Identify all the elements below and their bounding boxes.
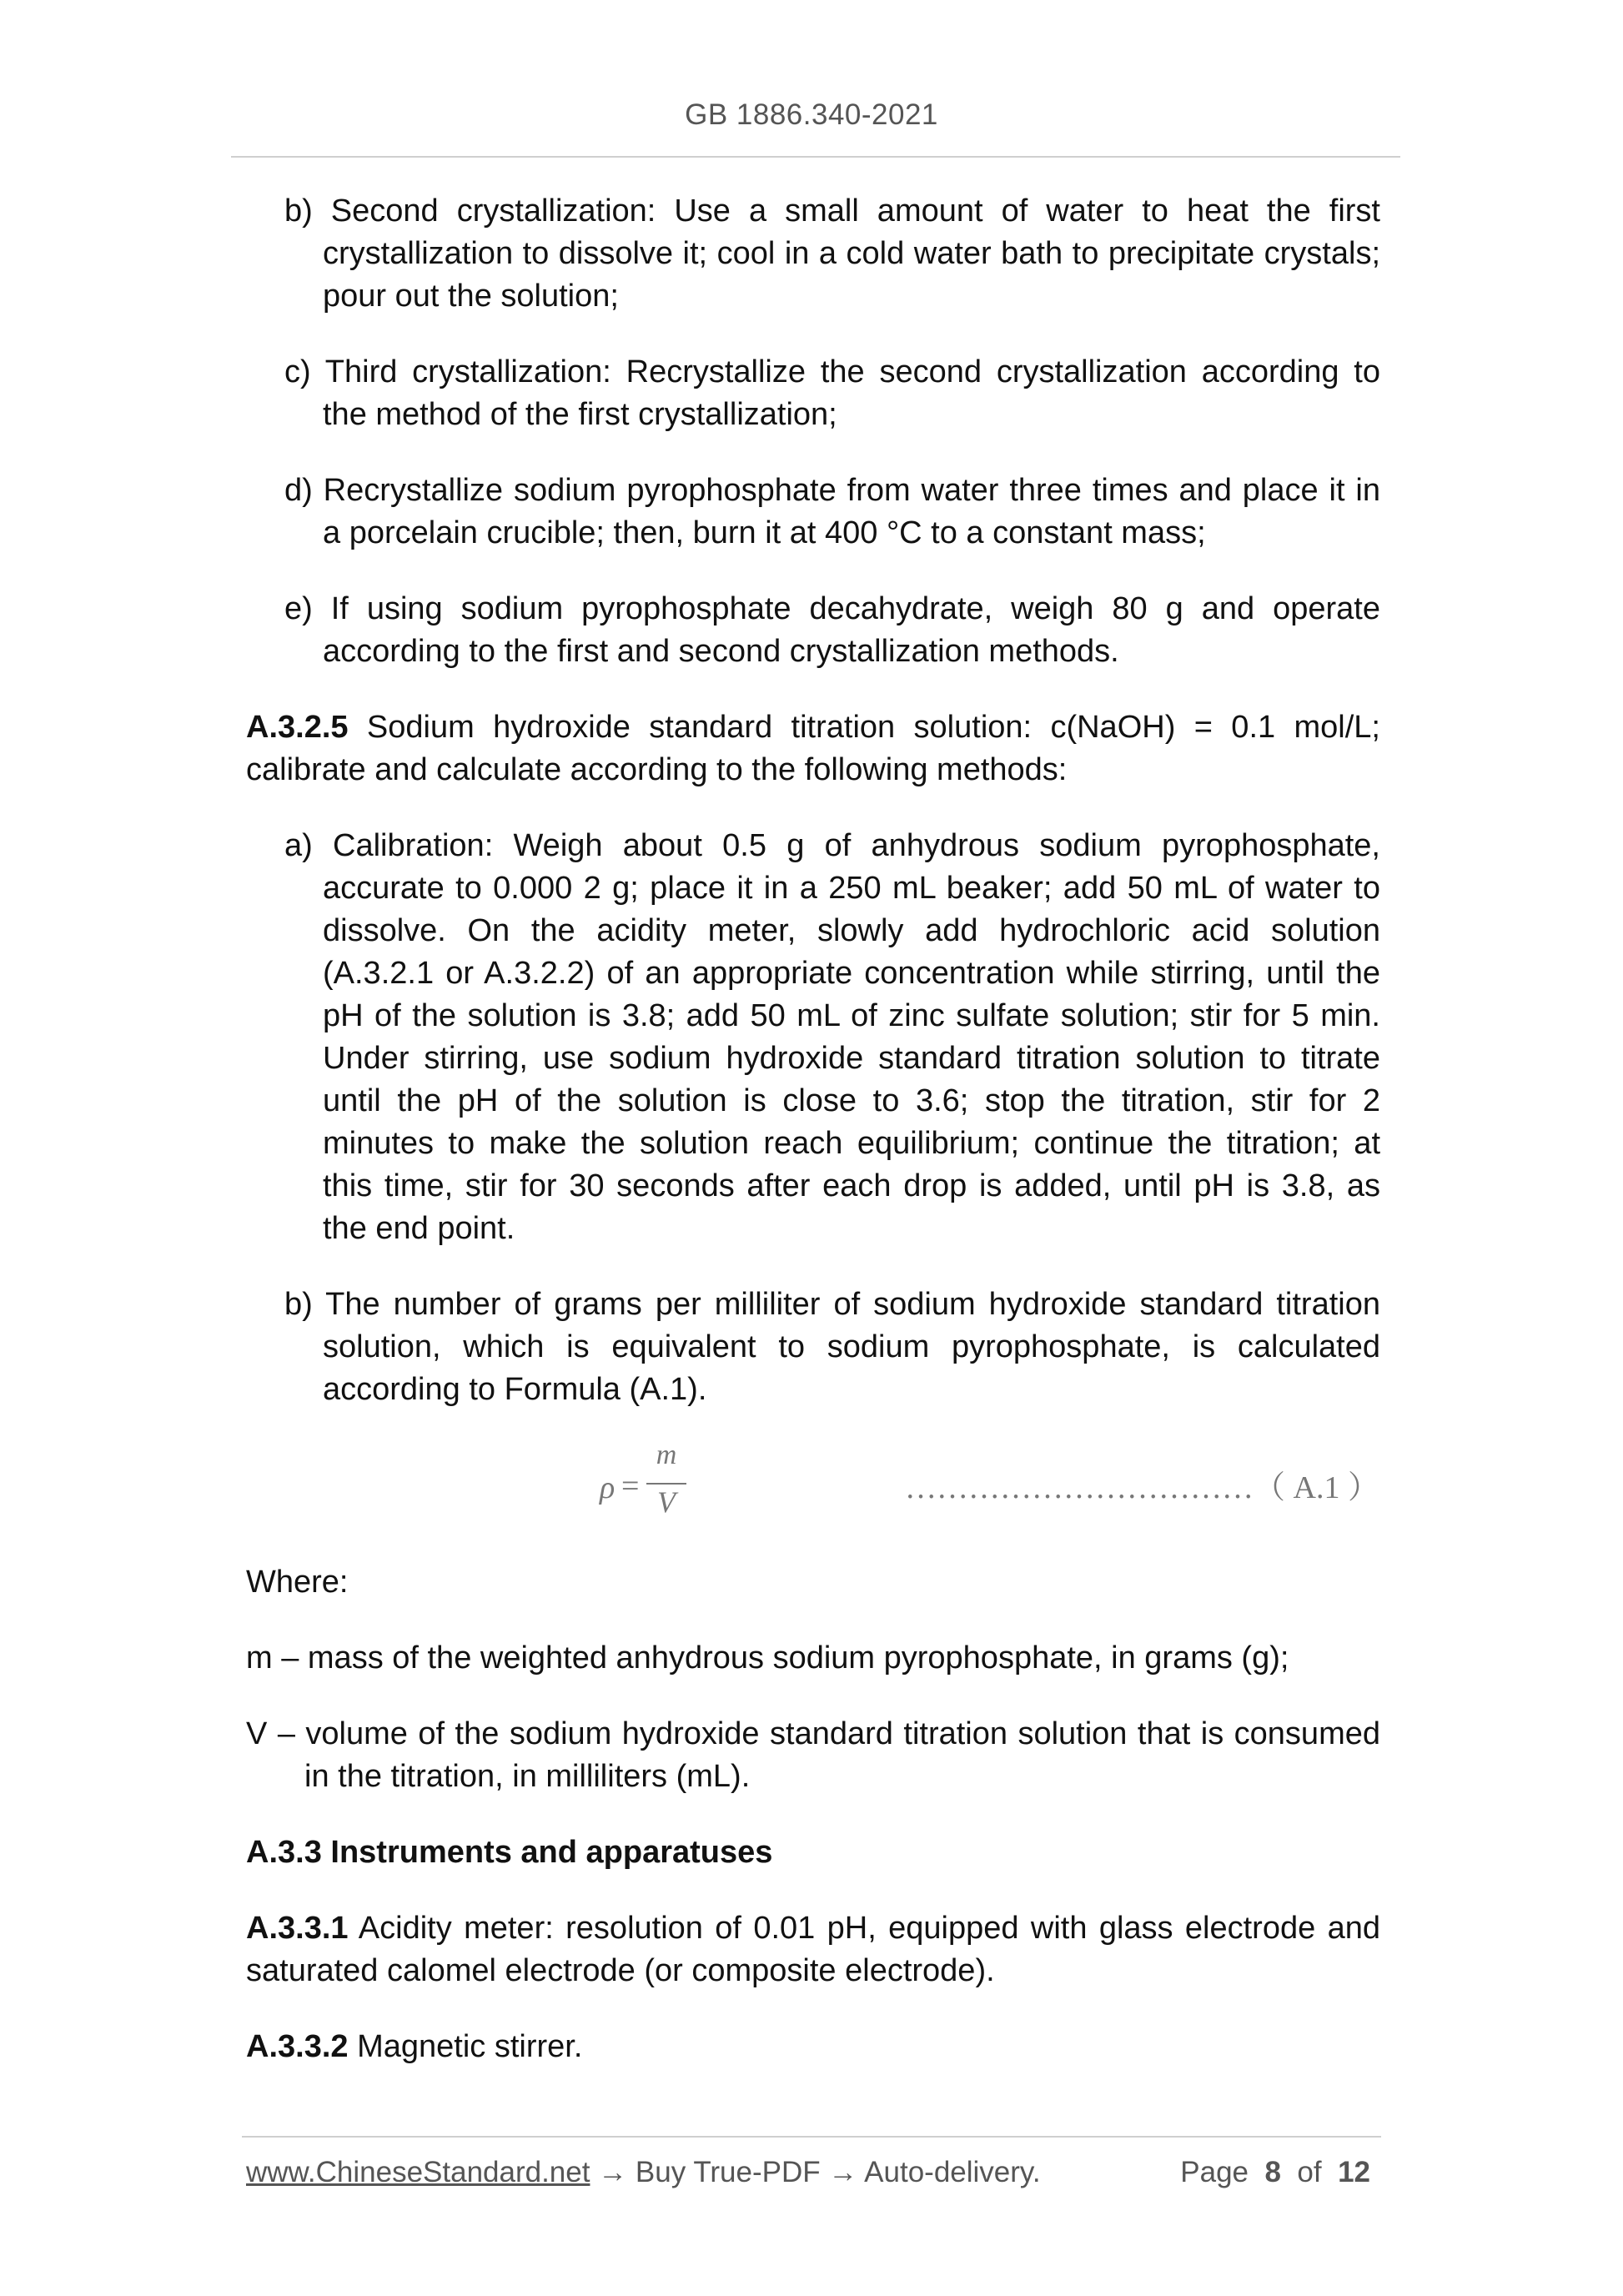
clause-a331 bbox=[246, 1907, 1380, 1992]
footer-promo-text: → Buy True-PDF → Auto-delivery. bbox=[590, 2156, 1041, 2188]
formula-lhs: ρ bbox=[600, 1470, 616, 1505]
site-link[interactable]: www.ChineseStandard.net bbox=[246, 2156, 590, 2188]
clause-text: Sodium hydroxide standard titration solution: c(NaOH) = 0.1 mol/L; calibrate and calculate according to the following methods: bbox=[246, 710, 1380, 787]
clause-a325 bbox=[246, 706, 1380, 791]
formula-label: ……………………………（ A.1 ） bbox=[905, 1470, 1379, 1505]
list-item-b-grams-per-ml: b) The number of grams per milliliter of sodium hydroxide standard titration solution, which is equivalent to sodium pyrophosphate, is calculated according to Formula (A.1). bbox=[284, 1287, 1380, 1407]
formula-expression bbox=[596, 1439, 713, 1528]
of-word: of bbox=[1297, 2156, 1322, 2188]
footer-promo bbox=[246, 2156, 1041, 2189]
page-body bbox=[246, 190, 1380, 2102]
page-footer bbox=[246, 2156, 1380, 2196]
list-item-a-calibration: a) Calibration: Weigh about 0.5 g of anhydrous sodium pyrophosphate, accurate to 0.000 2 g; place it in a 250 mL beaker; add 50 mL of water to dissolve. On the acidity meter, slowly add hydrochloric acid solution (A.3.2.1 or A.3.2.2) of an appropriate concentration while stirring, until the pH of the solution is 3.8; add 50 mL of zinc sulfate solution; stir for 5 min. Under stirring, use sodium hydroxide standard titration solution to titrate until the pH of the solution is close to 3.6; stop the titration, stir for 2 minutes to make the solution reach equilibrium; continue the titration; at this time, stir for 30 seconds after each drop is added, until pH is 3.8, as the end point. bbox=[284, 828, 1380, 1246]
section-heading-a33: A.3.3 Instruments and apparatuses bbox=[246, 1835, 773, 1870]
where-intro: Where: bbox=[246, 1565, 349, 1600]
header-divider bbox=[231, 156, 1400, 158]
formula-a1 bbox=[246, 1439, 1380, 1528]
list-item-d-recrystallize: d) Recrystallize sodium pyrophosphate from water three times and place it in a porcelain crucible; then, burn it at 400 °C to a constant mass; bbox=[284, 473, 1380, 550]
definition-v: V – volume of the sodium hydroxide standard titration solution that is consumed in the titration, in milliliters (mL). bbox=[246, 1716, 1380, 1794]
clause-number: A.3.2.5 bbox=[246, 710, 349, 745]
list-item-b-second-crystallization: b) Second crystallization: Use a small amount of water to heat the first crystallization to dissolve it; cool in a cold water bath to precipitate crystals; pour out the solution; bbox=[284, 193, 1380, 314]
definition-m: m – mass of the weighted anhydrous sodium pyrophosphate, in grams (g); bbox=[246, 1640, 1289, 1676]
clause-number: A.3.3.1 bbox=[246, 1911, 349, 1946]
page-indicator bbox=[1180, 2156, 1370, 2189]
page-number: 8 bbox=[1264, 2156, 1281, 2188]
page-total: 12 bbox=[1338, 2156, 1370, 2188]
clause-a332 bbox=[246, 2026, 1380, 2068]
clause-text: Magnetic stirrer. bbox=[348, 2029, 583, 2064]
formula-numerator: m bbox=[656, 1439, 677, 1470]
clause-number: A.3.3.2 bbox=[246, 2029, 349, 2064]
list-item-e-decahydrate: e) If using sodium pyrophosphate decahydrate, weigh 80 g and operate according to the first and second crystallization methods. bbox=[284, 591, 1380, 669]
formula-equals: = bbox=[621, 1469, 640, 1504]
document-header-id: GB 1886.340-2021 bbox=[685, 98, 938, 131]
formula-denominator: V bbox=[657, 1485, 676, 1519]
page-word: Page bbox=[1180, 2156, 1249, 2188]
list-item-c-third-crystallization: c) Third crystallization: Recrystallize the second crystallization according to the method of the first crystallization; bbox=[284, 354, 1380, 432]
clause-text: Acidity meter: resolution of 0.01 pH, equipped with glass electrode and saturated calomel electrode (or composite electrode). bbox=[246, 1911, 1380, 1988]
footer-divider bbox=[242, 2136, 1381, 2138]
